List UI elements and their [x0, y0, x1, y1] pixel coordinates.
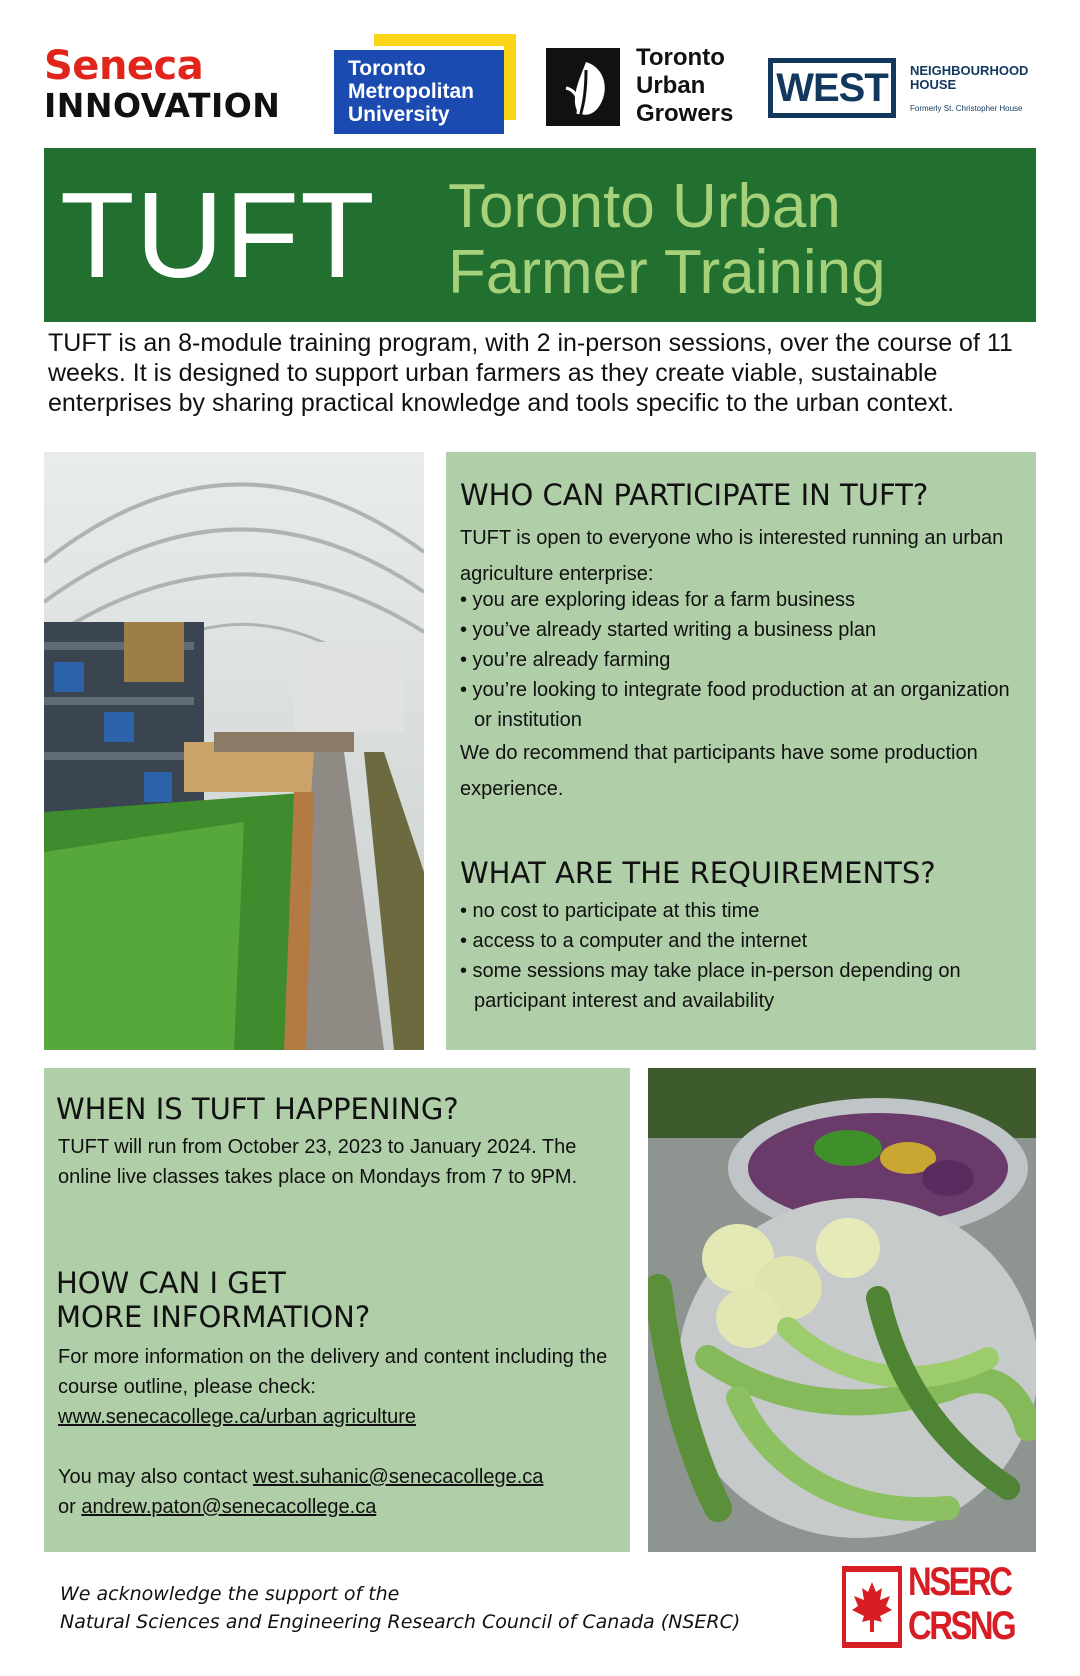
banner-acronym: TUFT	[60, 167, 376, 303]
nserc-line: NSERC	[908, 1560, 1011, 1604]
nserc-logo-text	[908, 1560, 1014, 1648]
contact-line	[58, 1492, 628, 1522]
how-heading-line: MORE INFORMATION?	[56, 1300, 371, 1334]
who-intro: TUFT is open to everyone who is interested running an urban agriculture enterprise:	[460, 527, 1004, 585]
acknowledgement	[60, 1580, 740, 1636]
tug-logo-line: Urban	[636, 72, 706, 99]
requirements-list	[460, 896, 1030, 1016]
tug-logo-line: Toronto	[636, 44, 725, 71]
acknowledgement-line: Natural Sciences and Engineering Research Council of Canada (NSERC)	[60, 1611, 741, 1633]
maple-leaf-icon	[842, 1566, 902, 1648]
when-body: TUFT will run from October 23, 2023 to January 2024. The online live classes takes place on Mondays from 7 to 9PM.	[58, 1136, 578, 1188]
acknowledgement-line: We acknowledge the support of the	[60, 1583, 400, 1605]
banner-title	[448, 174, 886, 306]
banner-title-line: Farmer Training	[448, 238, 886, 307]
list-item: • no cost to participate at this time	[460, 900, 760, 922]
list-item: • some sessions may take place in-person depending on participant interest and availability	[460, 960, 961, 1012]
crsng-line: CRSNG	[908, 1604, 1015, 1648]
seneca-logo-name: Seneca	[44, 43, 204, 89]
list-item: • you’re already farming	[460, 649, 671, 671]
course-outline-link[interactable]: www.senecacollege.ca/urban agriculture	[58, 1406, 416, 1428]
who-heading: WHO CAN PARTICIPATE IN TUFT?	[460, 478, 929, 512]
how-heading	[56, 1266, 576, 1334]
contact-line	[58, 1462, 628, 1492]
intro-paragraph: TUFT is an 8-module training program, with 2 in-person sessions, over the course of 11 weeks. It is designed to support urban farmers as they create viable, sustainable enterprises by sharing practical knowledge and tools specific to the urban context.	[48, 329, 1013, 417]
contact-info	[58, 1462, 628, 1522]
how-body-text: For more information on the delivery and content including the course outline, please check:	[58, 1346, 608, 1398]
west-logo-formerly: Formerly St. Christopher House	[910, 104, 1023, 113]
contact-prefix: You may also contact	[58, 1466, 248, 1488]
contact-or: or	[58, 1496, 76, 1518]
email-link-paton[interactable]: andrew.paton@senecacollege.ca	[81, 1496, 377, 1518]
how-body	[58, 1342, 618, 1432]
banner-title-line: Toronto Urban	[448, 172, 841, 241]
list-item: • access to a computer and the internet	[460, 930, 808, 952]
list-item: • you are exploring ideas for a farm business	[460, 589, 855, 611]
seneca-logo-sub: INNOVATION	[44, 86, 281, 125]
tmu-logo-line: University	[348, 103, 450, 126]
tmu-logo-line: Metropolitan	[348, 80, 474, 103]
tmu-logo	[334, 50, 504, 134]
greenhouse-photo	[44, 452, 424, 1050]
tug-leaf-icon	[546, 48, 620, 126]
who-outro: We do recommend that participants have some production experience.	[460, 742, 978, 800]
tug-logo-text	[636, 44, 733, 128]
west-logo: WEST	[768, 58, 896, 118]
tmu-logo-line: Toronto	[348, 57, 426, 80]
west-logo-line: NEIGHBOURHOOD	[910, 63, 1029, 78]
west-logo-sub	[910, 64, 1028, 92]
west-logo-line: HOUSE	[910, 77, 957, 92]
requirements-heading: WHAT ARE THE REQUIREMENTS?	[460, 856, 936, 890]
seneca-innovation-logo	[44, 43, 314, 126]
list-item: • you’re looking to integrate food production at an organization or institution	[460, 679, 1010, 731]
how-heading-line: HOW CAN I GET	[56, 1266, 286, 1300]
who-list	[460, 585, 1030, 735]
tug-logo-line: Growers	[636, 100, 734, 127]
when-heading: WHEN IS TUFT HAPPENING?	[56, 1092, 459, 1126]
email-link-suhanic[interactable]: west.suhanic@senecacollege.ca	[252, 1466, 544, 1488]
vegetables-photo	[648, 1068, 1036, 1552]
list-item: • you’ve already started writing a business plan	[460, 619, 877, 641]
